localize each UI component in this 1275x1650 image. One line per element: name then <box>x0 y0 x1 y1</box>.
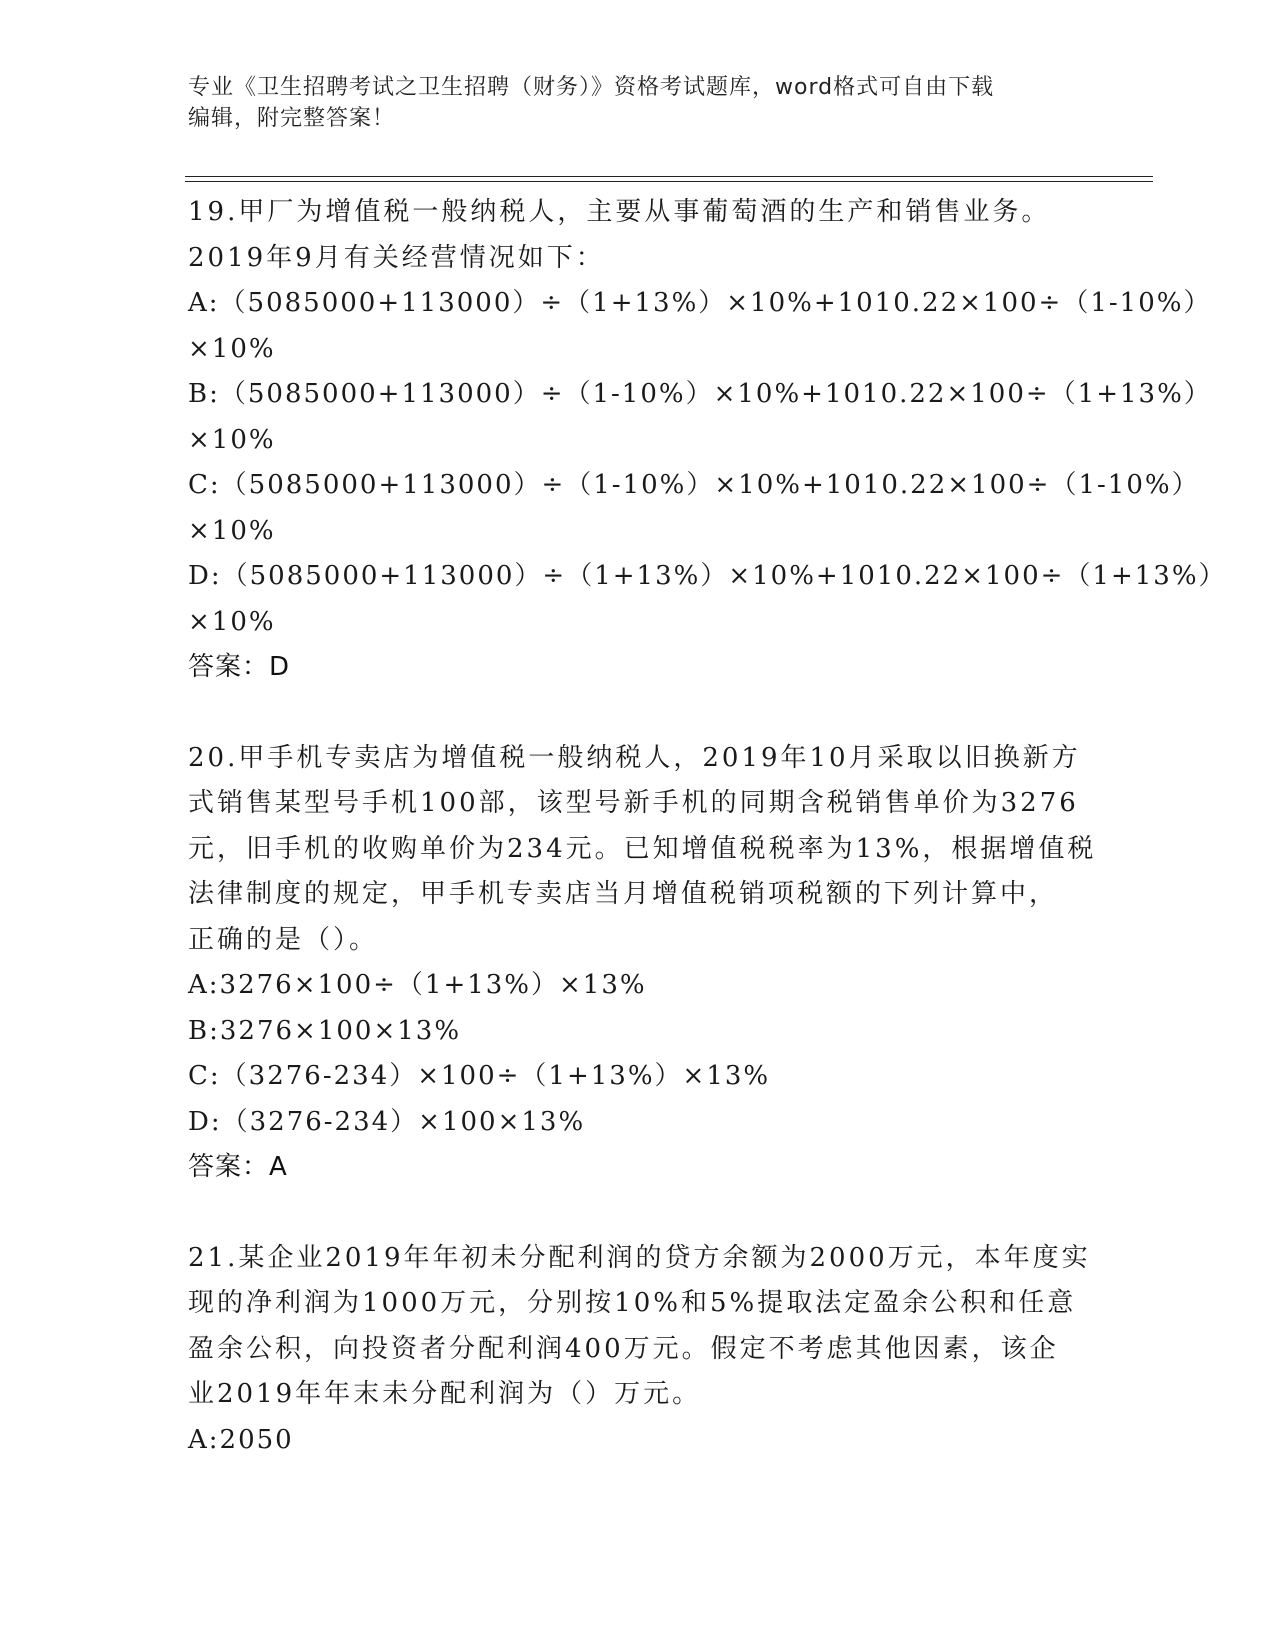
header-divider-top <box>185 176 1153 177</box>
option-c-continued: ×10% <box>188 515 276 546</box>
option-d: D:（3276-234）×100×13% <box>188 1106 586 1137</box>
document-header <box>188 72 1088 134</box>
question-text-line: 法律制度的规定，甲手机专卖店当月增值税销项税额的下列计算中， <box>188 879 1059 909</box>
option-b: B:（5085000+113000）÷（1-10%）×10%+1010.22×100÷（1+13%） <box>188 379 1212 409</box>
option-d-continued: ×10% <box>188 606 276 637</box>
question-text-line: 20.甲手机专卖店为增值税一般纳税人，2019年10月采取以旧换新方 <box>188 742 1081 773</box>
question-text-line: 式销售某型号手机100部，该型号新手机的同期含税销售单价为3276 <box>188 788 1079 818</box>
option-c: C:（3276-234）×100÷（1+13%）×13% <box>188 1061 771 1091</box>
option-c: C:（5085000+113000）÷（1-10%）×10%+1010.22×100÷（1-10%） <box>188 470 1200 500</box>
option-a: A:3276×100÷（1+13%）×13% <box>188 970 647 1000</box>
question-list <box>188 190 1227 1463</box>
answer-label: 答案：A <box>188 1152 288 1182</box>
question-text-line: 现的净利润为1000万元，分别按10%和5%提取法定盈余公积和任意 <box>188 1288 1077 1318</box>
header-line-2: 编辑，附完整答案！ <box>188 106 396 131</box>
question-text-line: 正确的是（）。 <box>188 924 379 955</box>
question-text-line: 2019年9月有关经营情况如下： <box>188 242 605 273</box>
question-text-line: 21.某企业2019年年初未分配利润的贷方余额为2000万元，本年度实 <box>188 1242 1091 1273</box>
question-spacer <box>188 1191 1068 1236</box>
question-text-line: 盈余公积，向投资者分配利润400万元。假定不考虑其他因素，该企 <box>188 1333 1059 1364</box>
question-text-line: 业2019年年末未分配利润为（）万元。 <box>188 1379 702 1409</box>
option-b-continued: ×10% <box>188 424 276 455</box>
header-line-1: 专业《卫生招聘考试之卫生招聘（财务）》资格考试题库，word格式可自由下载 <box>188 75 995 100</box>
option-a: A:2050 <box>188 1424 294 1455</box>
option-a: A:（5085000+113000）÷（1+13%）×10%+1010.22×100÷（1-10%） <box>188 288 1212 318</box>
option-b: B:3276×100×13% <box>188 1015 462 1046</box>
option-a-continued: ×10% <box>188 333 276 364</box>
question-21 <box>188 1236 1091 1464</box>
question-text-line: 19.甲厂为增值税一般纳税人，主要从事葡萄酒的生产和销售业务。 <box>188 197 1051 227</box>
question-text-line: 元，旧手机的收购单价为234元。已知增值税税率为13%，根据增值税 <box>188 833 1097 864</box>
question-spacer <box>188 691 1068 736</box>
question-19 <box>188 190 1227 691</box>
question-20 <box>188 736 1097 1191</box>
answer-label: 答案：D <box>188 652 291 682</box>
header-divider-bottom <box>185 181 1153 182</box>
option-d: D:（5085000+113000）÷（1+13%）×10%+1010.22×100÷（1+13%） <box>188 561 1227 591</box>
